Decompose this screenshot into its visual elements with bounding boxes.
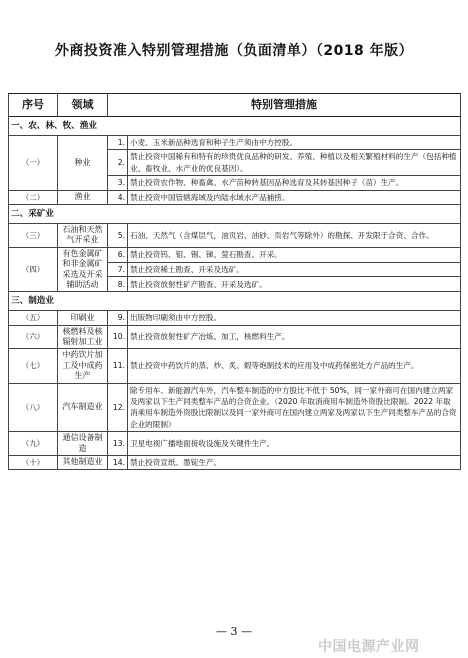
item-text: 小麦、玉米新品种选育和种子生产须由中方控股。 [128, 136, 461, 150]
item-text: 卫星电视广播地面接收设施及关键件生产。 [128, 432, 461, 456]
domain-cell: 中药饮片加工及中成药生产 [58, 349, 108, 383]
domain-cell: 渔业 [58, 190, 108, 204]
item-number: 4. [108, 190, 128, 204]
header-domain: 领域 [58, 94, 108, 117]
domain-cell: 核燃料及核辐射加工业 [58, 325, 108, 349]
table-row [9, 311, 461, 325]
seq-cell: （一） [9, 136, 58, 191]
table-row [9, 247, 461, 262]
seq-cell: （八） [9, 383, 58, 432]
table-row [9, 190, 461, 204]
table-row [9, 455, 461, 469]
header-measures: 特别管理措施 [108, 94, 461, 117]
table-row [9, 383, 461, 432]
item-number: 6. [108, 247, 128, 262]
table-row [9, 349, 461, 383]
section-label: 一、农、林、牧、渔业 [9, 117, 461, 136]
item-number: 2. [108, 150, 128, 176]
item-number: 11. [108, 349, 128, 383]
seq-cell: （七） [9, 349, 58, 383]
item-text: 除专用车、新能源汽车外，汽车整车制造的中方股比不低于 50%，同一家外商可在国内建立两家及两家以下生产同类整车产品的合资企业。（2020 年取消商用车制造外资股比限制。2022 年取消乘用车制造外资股比限制以及同一家外商可在国内建立两家及两家以下生产同类整车产品的合资企业的限制） [128, 383, 461, 432]
section-row [9, 117, 461, 136]
item-number: 13. [108, 432, 128, 456]
item-number: 10. [108, 325, 128, 349]
section-label: 三、制造业 [9, 292, 461, 311]
domain-cell: 汽车制造业 [58, 383, 108, 432]
document-title: 外商投资准入特别管理措施（负面清单）（2018 年版） [54, 43, 414, 59]
table-row [9, 136, 461, 150]
header-seq: 序号 [9, 94, 58, 117]
negative-list-table [8, 93, 461, 470]
section-row [9, 292, 461, 311]
item-text: 禁止投资中国稀有和特有的珍贵优良品种的研发、养殖、种植以及相关繁殖材料的生产（包括种植业、畜牧业、水产业的优良基因）。 [128, 150, 461, 176]
domain-cell: 其他制造业 [58, 455, 108, 469]
domain-cell: 有色金属矿和非金属矿采选及开采辅助活动 [58, 247, 108, 292]
seq-cell: （五） [9, 311, 58, 325]
domain-cell: 种业 [58, 136, 108, 191]
seq-cell: （六） [9, 325, 58, 349]
seq-cell: （九） [9, 432, 58, 456]
item-text: 禁止投资放射性矿产勘查、开采及选矿。 [128, 277, 461, 292]
item-number: 14. [108, 455, 128, 469]
domain-cell: 石油和天然气开采业 [58, 223, 108, 247]
table-row [9, 325, 461, 349]
item-number: 12. [108, 383, 128, 432]
seq-cell: （二） [9, 190, 58, 204]
section-label: 二、采矿业 [9, 204, 461, 223]
item-number: 7. [108, 262, 128, 277]
table-header-row [9, 94, 461, 117]
item-text: 禁止投资中药饮片的蒸、炒、炙、煅等炮制技术的应用及中成药保密处方产品的生产。 [128, 349, 461, 383]
item-text: 禁止投资放射性矿产冶炼、加工，核燃料生产。 [128, 325, 461, 349]
section-row [9, 204, 461, 223]
item-number: 8. [108, 277, 128, 292]
seq-cell: （三） [9, 223, 58, 247]
table-row [9, 223, 461, 247]
item-text: 石油、天然气（含煤层气，油页岩、油砂、页岩气等除外）的勘探、开发限于合资、合作。 [128, 223, 461, 247]
item-text: 禁止投资农作物、种畜禽、水产苗种转基因品种选育及其转基因种子（苗）生产。 [128, 176, 461, 190]
item-text: 出版物印刷须由中方控股。 [128, 311, 461, 325]
item-text: 禁止投资中国管辖海域及内陆水域水产品捕捞。 [128, 190, 461, 204]
item-text: 禁止投资钨、钼、锡、锑、萤石勘查、开采。 [128, 247, 461, 262]
table-row [9, 432, 461, 456]
item-number: 3. [108, 176, 128, 190]
domain-cell: 通信设备制造 [58, 432, 108, 456]
seq-cell: （四） [9, 247, 58, 292]
domain-cell: 印刷业 [58, 311, 108, 325]
seq-cell: （十） [9, 455, 58, 469]
page-number: — 3 — [216, 625, 252, 638]
item-number: 5. [108, 223, 128, 247]
item-number: 9. [108, 311, 128, 325]
watermark-text: 中国电源产业网 [318, 639, 420, 655]
item-text: 禁止投资宣纸、墨锭生产。 [128, 455, 461, 469]
item-text: 禁止投资稀土勘查、开采及选矿。 [128, 262, 461, 277]
item-number: 1. [108, 136, 128, 150]
